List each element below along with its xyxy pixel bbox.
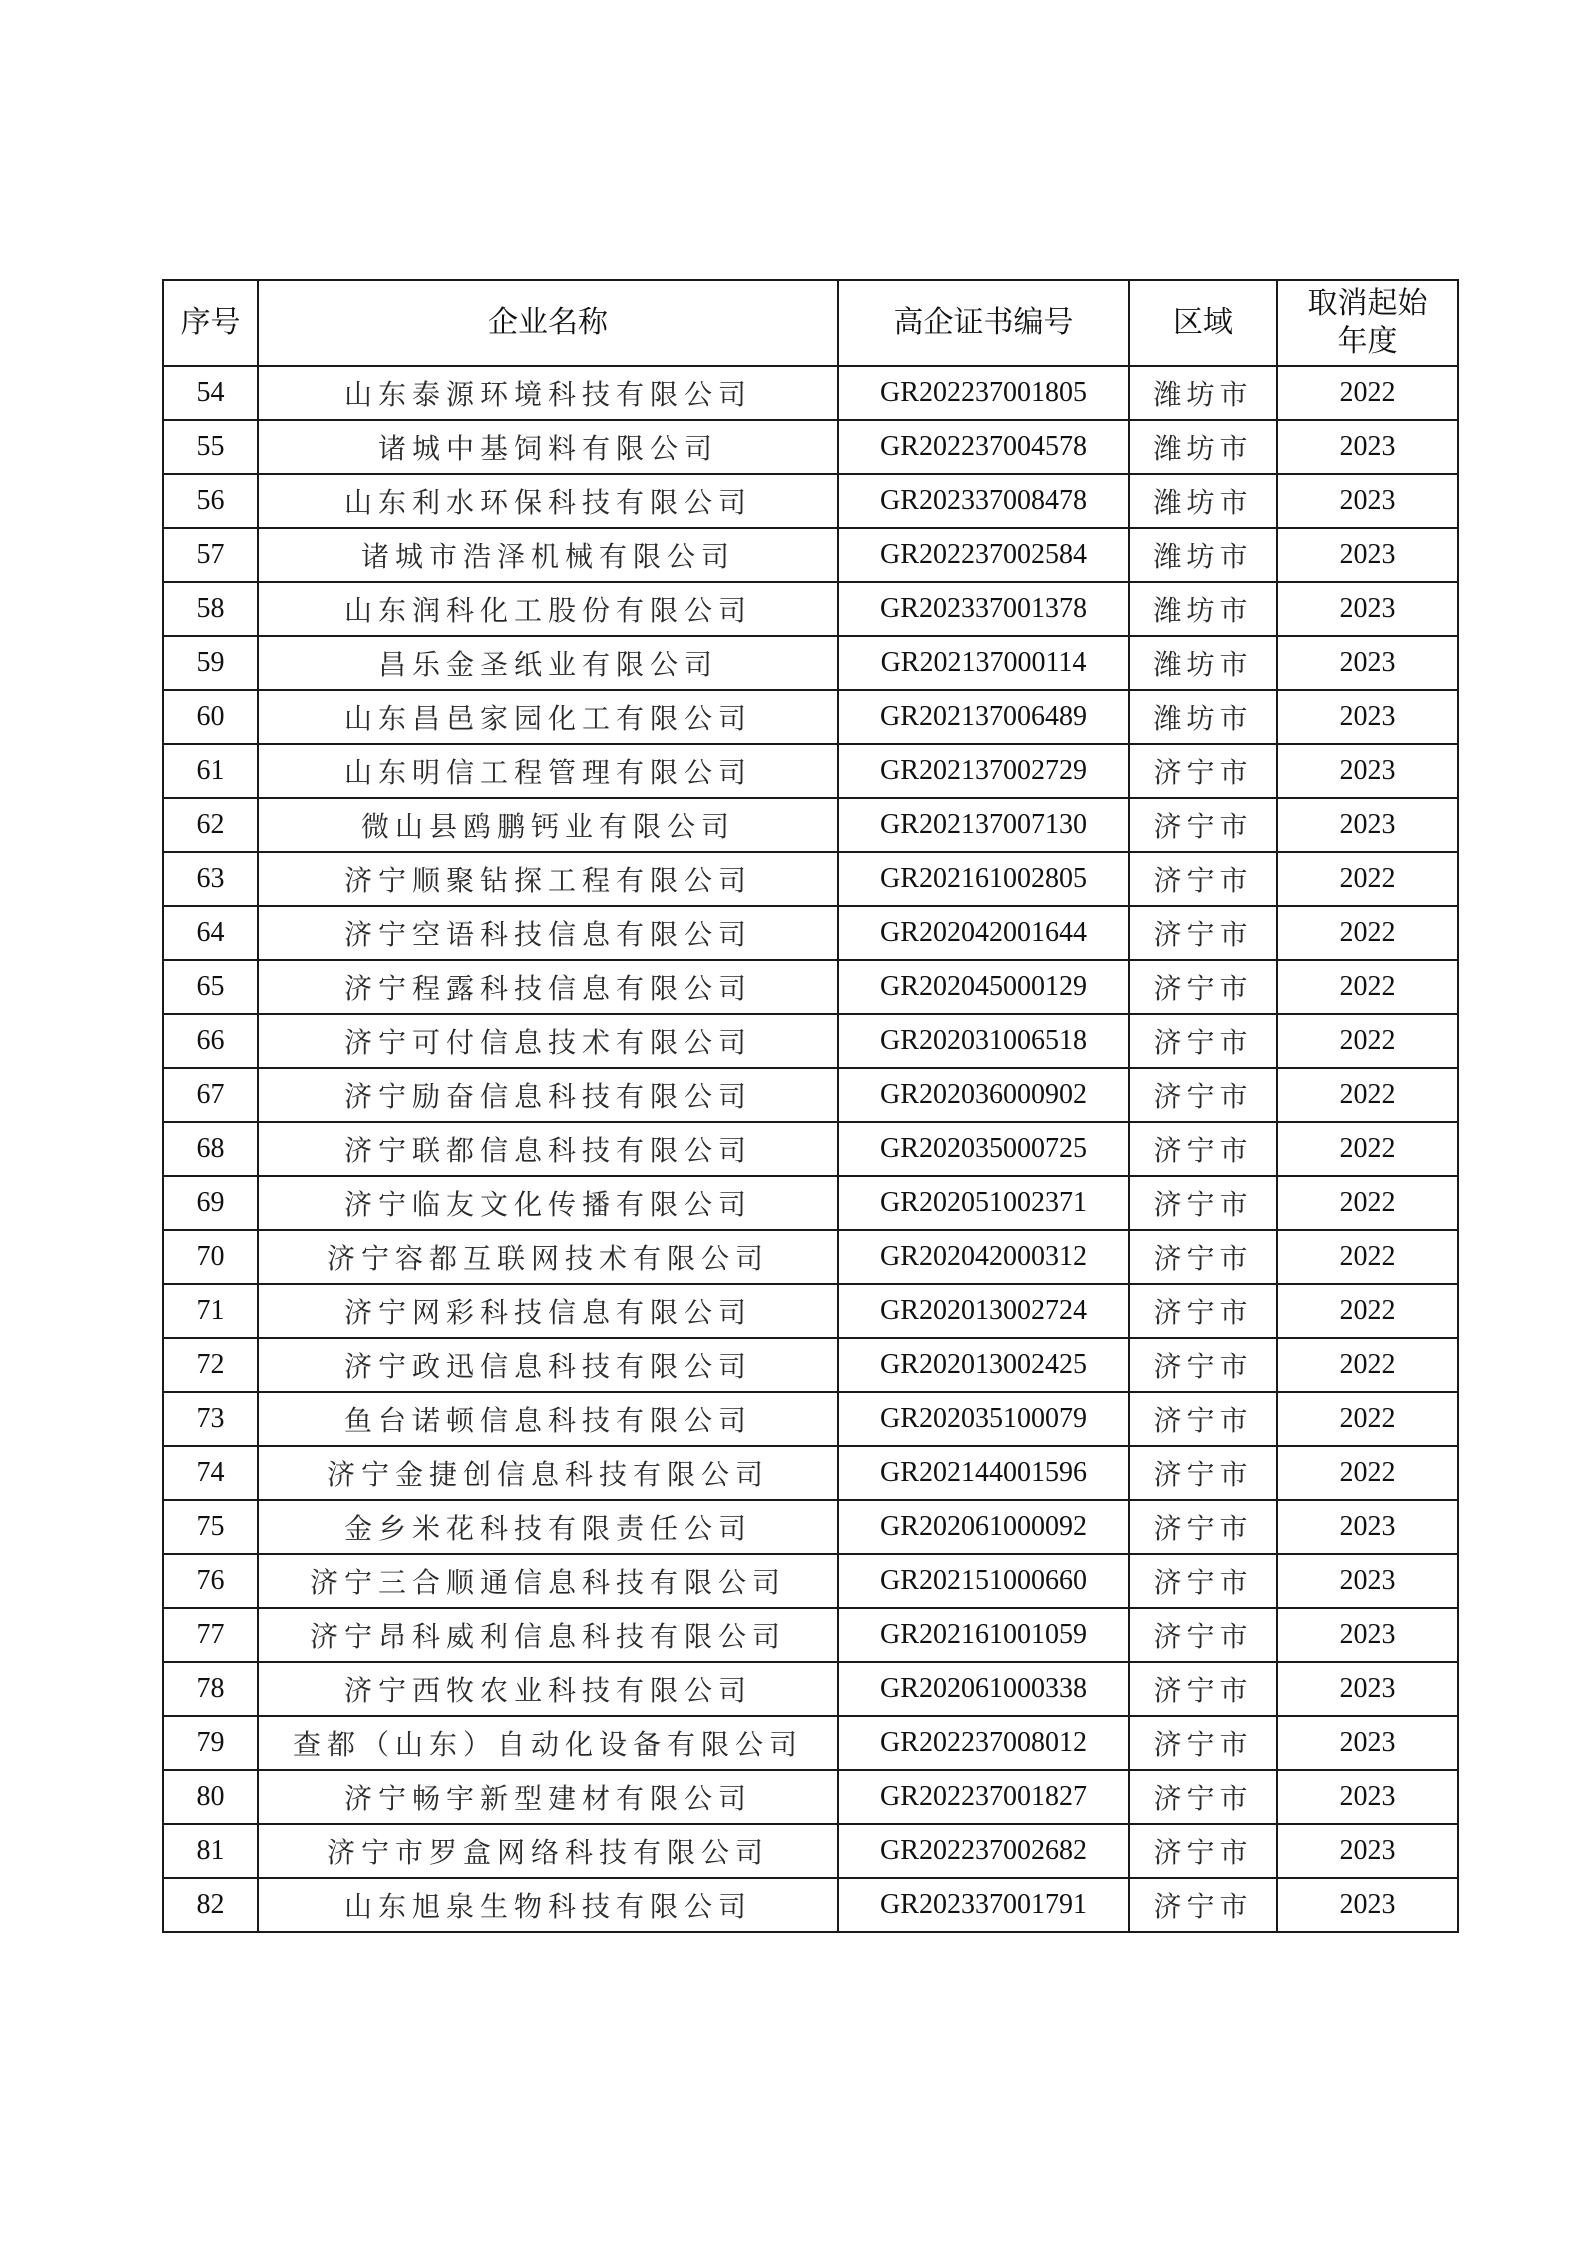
cell-index: 73 [163, 1392, 258, 1446]
cell-company-name: 昌乐金圣纸业有限公司 [258, 636, 838, 690]
cell-region: 济宁市 [1129, 744, 1277, 798]
cell-region: 济宁市 [1129, 960, 1277, 1014]
cell-region: 济宁市 [1129, 1824, 1277, 1878]
table-row [163, 1230, 1458, 1284]
cell-certificate-number: GR202013002724 [838, 1284, 1129, 1338]
table-row [163, 1392, 1458, 1446]
table-row [163, 1014, 1458, 1068]
cell-company-name: 济宁政迅信息科技有限公司 [258, 1338, 838, 1392]
cell-certificate-number: GR202036000902 [838, 1068, 1129, 1122]
cell-cancel-year: 2023 [1277, 1662, 1458, 1716]
cell-index: 64 [163, 906, 258, 960]
table-row [163, 1500, 1458, 1554]
cell-index: 76 [163, 1554, 258, 1608]
cell-region: 济宁市 [1129, 1770, 1277, 1824]
cell-cancel-year: 2023 [1277, 474, 1458, 528]
cell-certificate-number: GR202013002425 [838, 1338, 1129, 1392]
table-row [163, 636, 1458, 690]
cell-company-name: 微山县鸥鹏钙业有限公司 [258, 798, 838, 852]
cell-company-name: 山东润科化工股份有限公司 [258, 582, 838, 636]
cell-certificate-number: GR202061000092 [838, 1500, 1129, 1554]
cell-index: 80 [163, 1770, 258, 1824]
cell-region: 潍坊市 [1129, 474, 1277, 528]
cell-index: 66 [163, 1014, 258, 1068]
cell-company-name: 济宁金捷创信息科技有限公司 [258, 1446, 838, 1500]
cell-certificate-number: GR202137007130 [838, 798, 1129, 852]
cell-cancel-year: 2023 [1277, 636, 1458, 690]
cell-certificate-number: GR202237008012 [838, 1716, 1129, 1770]
cell-cancel-year: 2022 [1277, 852, 1458, 906]
cell-cancel-year: 2022 [1277, 906, 1458, 960]
cell-region: 济宁市 [1129, 1716, 1277, 1770]
cell-index: 71 [163, 1284, 258, 1338]
cell-index: 69 [163, 1176, 258, 1230]
cell-company-name: 济宁市罗盒网络科技有限公司 [258, 1824, 838, 1878]
cell-cancel-year: 2022 [1277, 366, 1458, 420]
cell-index: 70 [163, 1230, 258, 1284]
cell-region: 济宁市 [1129, 1176, 1277, 1230]
table-row [163, 1446, 1458, 1500]
table-row [163, 1338, 1458, 1392]
header-company: 企业名称 [258, 280, 838, 366]
cell-cancel-year: 2023 [1277, 1500, 1458, 1554]
cell-company-name: 济宁网彩科技信息有限公司 [258, 1284, 838, 1338]
cell-certificate-number: GR202042000312 [838, 1230, 1129, 1284]
cell-cancel-year: 2022 [1277, 1230, 1458, 1284]
cell-company-name: 济宁联都信息科技有限公司 [258, 1122, 838, 1176]
cell-company-name: 济宁容都互联网技术有限公司 [258, 1230, 838, 1284]
cell-cancel-year: 2023 [1277, 528, 1458, 582]
table-row [163, 1824, 1458, 1878]
cell-index: 78 [163, 1662, 258, 1716]
cell-region: 潍坊市 [1129, 582, 1277, 636]
cell-region: 济宁市 [1129, 1878, 1277, 1932]
cell-company-name: 诸城中基饲料有限公司 [258, 420, 838, 474]
cell-region: 济宁市 [1129, 1446, 1277, 1500]
table-row [163, 744, 1458, 798]
table-row [163, 852, 1458, 906]
cell-region: 济宁市 [1129, 1500, 1277, 1554]
table-body [163, 366, 1458, 1932]
cell-index: 62 [163, 798, 258, 852]
cell-region: 潍坊市 [1129, 366, 1277, 420]
cell-cancel-year: 2022 [1277, 1176, 1458, 1230]
table-row [163, 690, 1458, 744]
table-row [163, 366, 1458, 420]
cell-region: 济宁市 [1129, 1014, 1277, 1068]
cell-region: 潍坊市 [1129, 690, 1277, 744]
cell-company-name: 济宁励奋信息科技有限公司 [258, 1068, 838, 1122]
cell-company-name: 鱼台诺顿信息科技有限公司 [258, 1392, 838, 1446]
table-row [163, 1284, 1458, 1338]
cell-cancel-year: 2023 [1277, 1824, 1458, 1878]
cell-company-name: 济宁可付信息技术有限公司 [258, 1014, 838, 1068]
table-row [163, 1554, 1458, 1608]
cell-company-name: 山东昌邑家园化工有限公司 [258, 690, 838, 744]
cell-certificate-number: GR202237004578 [838, 420, 1129, 474]
cell-region: 济宁市 [1129, 1284, 1277, 1338]
cell-region: 潍坊市 [1129, 636, 1277, 690]
cell-company-name: 山东明信工程管理有限公司 [258, 744, 838, 798]
cell-cancel-year: 2023 [1277, 1608, 1458, 1662]
cell-certificate-number: GR202337001378 [838, 582, 1129, 636]
cell-index: 56 [163, 474, 258, 528]
header-cancel-year [1277, 280, 1458, 366]
cell-region: 济宁市 [1129, 1230, 1277, 1284]
table-row [163, 1770, 1458, 1824]
cell-index: 72 [163, 1338, 258, 1392]
table-row [163, 1122, 1458, 1176]
cell-index: 67 [163, 1068, 258, 1122]
cell-certificate-number: GR202031006518 [838, 1014, 1129, 1068]
cell-certificate-number: GR202237002584 [838, 528, 1129, 582]
cell-certificate-number: GR202061000338 [838, 1662, 1129, 1716]
cell-index: 81 [163, 1824, 258, 1878]
cell-cancel-year: 2023 [1277, 420, 1458, 474]
cell-cancel-year: 2023 [1277, 798, 1458, 852]
cell-cancel-year: 2023 [1277, 744, 1458, 798]
header-cancel-year-line2: 年度 [1337, 324, 1398, 359]
cell-region: 济宁市 [1129, 1338, 1277, 1392]
cell-index: 65 [163, 960, 258, 1014]
cell-cancel-year: 2022 [1277, 1284, 1458, 1338]
cell-cancel-year: 2022 [1277, 1014, 1458, 1068]
cell-certificate-number: GR202237001805 [838, 366, 1129, 420]
cell-company-name: 济宁西牧农业科技有限公司 [258, 1662, 838, 1716]
table-row [163, 1662, 1458, 1716]
header-region: 区域 [1129, 280, 1277, 366]
cell-company-name: 山东旭泉生物科技有限公司 [258, 1878, 838, 1932]
cancelled-enterprises-table [162, 279, 1459, 1933]
table-row [163, 798, 1458, 852]
cell-index: 60 [163, 690, 258, 744]
cell-cancel-year: 2022 [1277, 1122, 1458, 1176]
cell-certificate-number: GR202161001059 [838, 1608, 1129, 1662]
cell-index: 57 [163, 528, 258, 582]
table-row [163, 1176, 1458, 1230]
table-row [163, 420, 1458, 474]
cell-index: 77 [163, 1608, 258, 1662]
cell-region: 济宁市 [1129, 798, 1277, 852]
cell-region: 济宁市 [1129, 1068, 1277, 1122]
cell-cancel-year: 2022 [1277, 1338, 1458, 1392]
cell-company-name: 济宁顺聚钻探工程有限公司 [258, 852, 838, 906]
cell-cancel-year: 2023 [1277, 1878, 1458, 1932]
cell-certificate-number: GR202144001596 [838, 1446, 1129, 1500]
cell-certificate-number: GR202137000114 [838, 636, 1129, 690]
header-certificate: 高企证书编号 [838, 280, 1129, 366]
cell-cancel-year: 2023 [1277, 1716, 1458, 1770]
table-row [163, 528, 1458, 582]
cell-cancel-year: 2022 [1277, 960, 1458, 1014]
cell-company-name: 济宁临友文化传播有限公司 [258, 1176, 838, 1230]
cell-region: 济宁市 [1129, 1122, 1277, 1176]
cell-company-name: 金乡米花科技有限责任公司 [258, 1500, 838, 1554]
table-row [163, 1716, 1458, 1770]
cell-certificate-number: GR202161002805 [838, 852, 1129, 906]
cell-index: 68 [163, 1122, 258, 1176]
table-row [163, 1608, 1458, 1662]
cell-certificate-number: GR202045000129 [838, 960, 1129, 1014]
cell-index: 54 [163, 366, 258, 420]
cell-certificate-number: GR202151000660 [838, 1554, 1129, 1608]
cell-cancel-year: 2022 [1277, 1068, 1458, 1122]
cell-region: 济宁市 [1129, 1392, 1277, 1446]
cell-certificate-number: GR202237001827 [838, 1770, 1129, 1824]
cell-company-name: 山东泰源环境科技有限公司 [258, 366, 838, 420]
cell-region: 济宁市 [1129, 1662, 1277, 1716]
cell-certificate-number: GR202035000725 [838, 1122, 1129, 1176]
cell-certificate-number: GR202237002682 [838, 1824, 1129, 1878]
cell-index: 55 [163, 420, 258, 474]
cell-certificate-number: GR202035100079 [838, 1392, 1129, 1446]
table-row [163, 582, 1458, 636]
cell-certificate-number: GR202337008478 [838, 474, 1129, 528]
cell-company-name: 诸城市浩泽机械有限公司 [258, 528, 838, 582]
cell-index: 58 [163, 582, 258, 636]
header-index: 序号 [163, 280, 258, 366]
cell-company-name: 济宁畅宇新型建材有限公司 [258, 1770, 838, 1824]
cell-cancel-year: 2023 [1277, 1770, 1458, 1824]
cell-company-name: 济宁昂科威利信息科技有限公司 [258, 1608, 838, 1662]
cell-company-name: 济宁程露科技信息有限公司 [258, 960, 838, 1014]
cell-certificate-number: GR202137006489 [838, 690, 1129, 744]
cell-region: 济宁市 [1129, 1608, 1277, 1662]
cell-index: 61 [163, 744, 258, 798]
cell-cancel-year: 2023 [1277, 690, 1458, 744]
cell-region: 济宁市 [1129, 906, 1277, 960]
cell-region: 济宁市 [1129, 1554, 1277, 1608]
cell-cancel-year: 2023 [1277, 1554, 1458, 1608]
cell-certificate-number: GR202051002371 [838, 1176, 1129, 1230]
cell-index: 82 [163, 1878, 258, 1932]
cell-company-name: 查都（山东）自动化设备有限公司 [258, 1716, 838, 1770]
table-header-row [163, 280, 1458, 366]
cell-cancel-year: 2022 [1277, 1392, 1458, 1446]
cell-index: 63 [163, 852, 258, 906]
table-row [163, 960, 1458, 1014]
cell-company-name: 山东利水环保科技有限公司 [258, 474, 838, 528]
table-row [163, 1068, 1458, 1122]
cell-certificate-number: GR202042001644 [838, 906, 1129, 960]
cell-cancel-year: 2023 [1277, 582, 1458, 636]
cell-index: 74 [163, 1446, 258, 1500]
table-row [163, 906, 1458, 960]
cell-company-name: 济宁空语科技信息有限公司 [258, 906, 838, 960]
cell-certificate-number: GR202337001791 [838, 1878, 1129, 1932]
table-row [163, 1878, 1458, 1932]
cell-company-name: 济宁三合顺通信息科技有限公司 [258, 1554, 838, 1608]
header-cancel-year-line1: 取消起始 [1307, 286, 1428, 321]
cell-cancel-year: 2022 [1277, 1446, 1458, 1500]
table-row [163, 474, 1458, 528]
cell-index: 75 [163, 1500, 258, 1554]
cell-index: 59 [163, 636, 258, 690]
cell-region: 潍坊市 [1129, 528, 1277, 582]
cell-certificate-number: GR202137002729 [838, 744, 1129, 798]
cell-region: 潍坊市 [1129, 420, 1277, 474]
cell-index: 79 [163, 1716, 258, 1770]
cell-region: 济宁市 [1129, 852, 1277, 906]
